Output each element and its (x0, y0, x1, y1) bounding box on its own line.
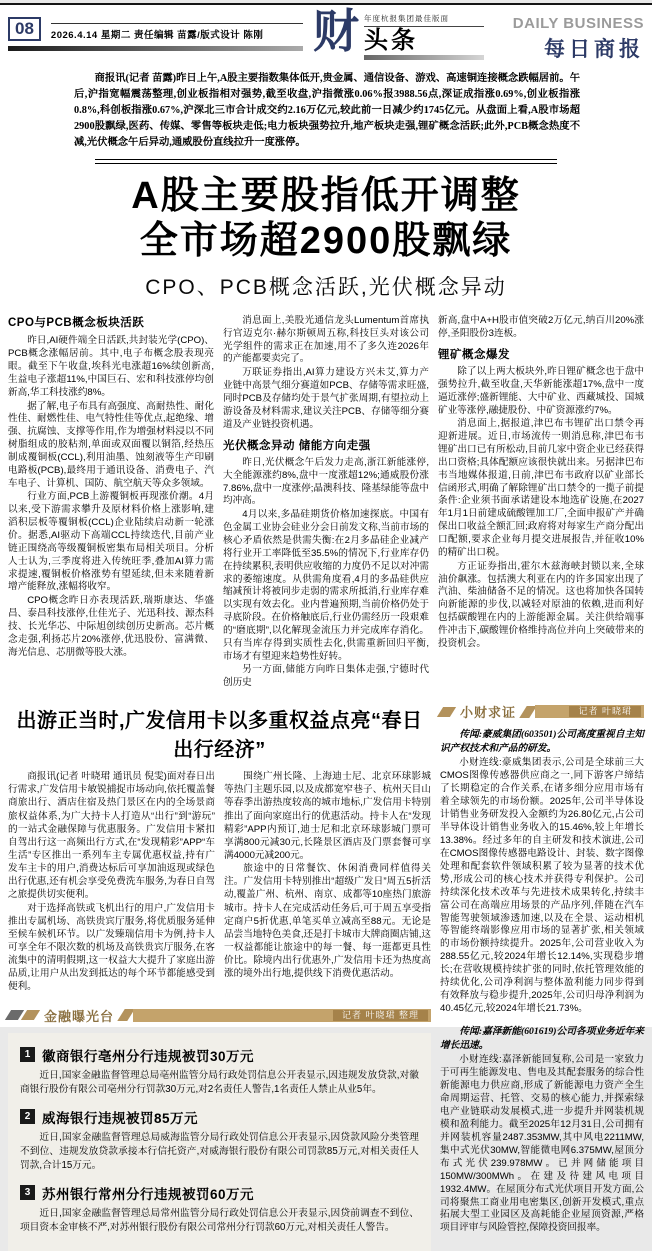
logo-tagline: 年度杭报集团最佳版面 (364, 13, 484, 27)
exposure-item-title: 苏州银行常州分行违规被罚60万元 (42, 1186, 255, 1202)
exposure-item-body: 近日,国家金融监督管理总局威海监管分局行政处罚信息公开表显示,因贷款风险分类管理不到位、违规发放贷款承接本行信托资产,对威海银行股份有限公司罚款85万元,对相关责任人罚款,合计15万元。 (20, 1131, 419, 1171)
exposure-byline: 记者 叶晓珺 整理 (333, 1010, 428, 1021)
masthead-thick-bar (8, 46, 303, 51)
headline-line2: 全市场超2900股飘绿 (139, 220, 513, 263)
exposure-item-body: 近日,国家金融监督管理总局亳州监管分局行政处罚信息公开表显示,因违规发放贷款,对徽商银行股份有限公司亳州分行罚款30万元,对2名责任人警告,1名责任人禁止从业5年。 (20, 1069, 419, 1095)
masthead-english: DAILY BUSINESS (512, 15, 644, 32)
reply-text: 小财连线:豪威集团表示,公司是全球前三大CMOS图像传感器供应商之一,同下游客户缔结了长期稳定的合作关系,在诸多细分应用市场有着全球领先的市场份额。2025年,公司半导体设计销售业务研发投入金额约为26.80亿元,占公司半导体设计销售业务收入的15.46%,较上年增长13.38%。经过多年的自主研发和技术演进,公司在CMOS图像传感器电路设计、封装、数字图像处理和配套软件领域积累了较为显著的技术优势,形成公司的核心技术并获得专利保护。公司持续深化技术改革与先进技术成果转化,持续丰富公司在高端应用场景的产品序列,伴随在汽车智能驾驶领域渗透加速,以及在全景、运动相机等智能终端影像应用市场的显著扩张,相关领域的市场份额持续提升。2025年,公司营业收入为288.55亿元,较2024年增长12.14%,实现稳步增长;在营收规模持续扩张的同时,依托管理效能的持续优化,公司净利润与整体盈利能力同步得到有效释放与稳步提升,2025年,公司归母净利润为40.45亿元,较2024年增长21.73%。 (440, 757, 644, 1015)
market-article (8, 315, 644, 691)
article-paragraph: 除了以上两大板块外,昨日锂矿概念也于盘中强势拉升,截至收盘,天华新能涨超17%,盘中一度逼近涨停;盛新锂能、大中矿业、西藏城投、国城矿业等涨停,融捷股份、中矿资源涨约7%。 (438, 366, 644, 416)
market-column-3 (438, 315, 644, 691)
exposure-item-title: 徽商银行亳州分行违规被罚30万元 (42, 1048, 255, 1064)
exposure-item (20, 1183, 419, 1235)
item-number-badge: 2 (20, 1109, 35, 1124)
article-paragraph: 旅途中的日常餐饮、休闲消费同样值得关注。广发信用卡特别推出“超级广发日”周五5折活动,覆盖广州、杭州、南京、成都等10座热门旅游城市。持卡人在完成活动任务后,可于周五享受指定商户5折优惠,单笔买单立减高至88元。无论是品尝当地特色美食,还是打卡城市大牌商圈店铺,这一权益都能让旅途中的每一餐、每一逛都更具性价比。除境内出行优惠外,广发信用卡还为热度高涨的境外出行地,提供线下消费优惠活动。 (224, 863, 431, 980)
rumor-text: 传闻:豪威集团(603501)公司高度重视自主知识产权技术和产品的研发。 (440, 729, 644, 754)
article-paragraph: CPO概念昨日亦表现活跃,瑞斯康达、华盛昌、泰昌科技涨停,仕佳光子、光迅科技、源杰科技、长光华芯、中际旭创续创历史新高。芯片概念走强,利扬芯片20%涨停,优迅股份、富满微、海光信息、芯朋微等股大涨。 (8, 595, 214, 658)
masthead (8, 6, 644, 61)
article-paragraph: 方正证券指出,霍尔木兹海峡封锁以来,全球油价飙涨。包括澳大利亚在内的许多国家出现了汽油、柴油储备不足的情况。这也将加快各国转向新能源的步伐,以减轻对原油的依赖,进而利好包括碳酸锂在内的上游能源金属。关注供给端事件冲击下,碳酸锂价格维持高位并向上突破带来的投资机会。 (438, 560, 644, 649)
exposure-title: 金融曝光台 (44, 1008, 115, 1024)
main-headline (8, 174, 644, 301)
date-rule (51, 23, 303, 24)
item-number-badge: 1 (20, 1047, 35, 1062)
article-paragraph: 万联证券指出,AI算力建设方兴未艾,算力产业链中高景气细分赛道如PCB、存储等需求旺盛,同时PCB及存储均处于景气扩张周期,有望拉动上游设备及材料需求,建议关注PCB、存储等细分赛道及产业链投资机遇。 (223, 367, 429, 430)
exposure-item (20, 1107, 419, 1173)
lower-left (8, 704, 431, 1251)
verification-byline: 记者 叶晓珺 (569, 706, 641, 717)
masthead-left (8, 9, 303, 51)
article-paragraph: 商报讯(记者 叶晓珺 通讯员 倪雯)面对春日出行需求,广发信用卡敏锐捕捉市场动向,依托覆盖餐商旅出行、酒店住宿及热门景区在内的全场景商旅权益体系,为广大持卡人打造从“出行”到“游玩”的一站式金融保障与优惠服务。广发信用卡紧扣自驾出行这一高频出行方式,在“发现精彩”APP“车生活”专区推出一系列车主专属优惠权益,持有广发车主卡的用户,消费达标后可享加油返现或绿色出行优惠,还有机会享受免费洗车服务,为春日自驾之旅提供切实便利。 (8, 771, 215, 901)
newspaper-page (0, 3, 652, 1234)
exposure-header-bar (8, 1008, 431, 1023)
masthead-chinese: 每日商报 (544, 38, 644, 61)
market-subhead-lithium: 锂矿概念爆发 (438, 348, 510, 361)
section-logo (303, 6, 494, 60)
article-paragraph: 据了解,电子布具有高强度、高耐热性、耐化性佳、耐燃性佳、电气特性佳等优点,起绝缘、增强、抗腐蚀、支撑等作用,作为增强材料浸以不同树脂组成的胶粘剂,单面或双面覆以铜箔,经热压制成覆铜板(CCL),利用油墨、蚀刻液等生产印刷电路板(PCB),最终用于通讯设备、消费电子、汽车电子、计算机、国防、航空航天等众多领域。 (8, 400, 214, 489)
travel-headline: 出游正当时,广发信用卡以多重权益点亮“春日出行经济” (16, 710, 423, 762)
verification-bar (535, 705, 644, 718)
verification-section (440, 704, 644, 1251)
masthead-right (494, 9, 644, 63)
article-paragraph: 另一方面,储能方向昨日集体走强,宁德时代创历史 (223, 664, 429, 689)
article-paragraph: 消息面上,美股光通信龙头Lumentum首席执行官迈克尔·赫尔斯顿周五称,科技巨头对该公司光学组件的需求正在加速,用不了多久连2026年的产能都要卖完了。 (223, 314, 429, 365)
exposure-item-body: 近日,国家金融监督管理总局常州监管分局行政处罚信息公开表显示,因贷前调查不到位、项目资本金审核不严,对苏州银行股份有限公司常州分行罚款60万元,对相关责任人警告。 (20, 1207, 419, 1233)
date-editor-line: 2026.4.14 星期二 责任编辑 苗露/版式设计 陈刚 (50, 30, 264, 41)
market-column-1 (8, 315, 214, 691)
article-paragraph: 昨日,AI硬件端全日活跃,共封装光学(CPO)、PCB概念涨幅居前。其中,电子布概念股表现亮眼。截至下午收盘,埃科光电涨超16%续创新高,生益电子涨超11%,中国巨石、宏和科技涨停均创新高,华工科技涨约8%。 (8, 335, 214, 398)
market-subhead-cpo-pcb: CPO与PCB概念板块活跃 (8, 316, 145, 329)
travel-column-1 (8, 770, 215, 993)
logo-title: 头条 (364, 27, 418, 54)
market-subhead-pv: 光伏概念异动 储能方向走强 (223, 439, 371, 452)
headline-deck: CPO、PCB概念活跃,光伏概念异动 (145, 275, 507, 299)
rumor-text: 传闻:嘉泽新能(601619)公司各项业务近年来增长迅速。 (440, 1026, 644, 1051)
exposure-box (8, 1033, 431, 1251)
verification-title: 小财求证 (460, 705, 517, 721)
article-paragraph: 围绕广州长隆、上海迪士尼、北京环球影城等热门主题乐园,以及成都宽窄巷子、杭州天目山等春季出游热度较高的城市地标,广发信用卡特别推出了面向家庭出行的优惠活动。持卡人在“发现精彩”APP内预订,迪士尼和北京环球影城门票可享满800元减30元,长隆景区酒店及门票套餐可享满4000元减200元。 (224, 771, 431, 861)
logo-underline-bar (364, 55, 484, 60)
headline-line1: A股主要股指低开调整 (131, 174, 521, 217)
article-paragraph: 4月以来,多晶硅期货价格加速探底。中国有色金属工业协会硅业分会日前发文称,当前市场的核心矛盾依然是供需失衡:在2月多晶硅企业减产将行业开工率降低至35.5%的情况下,行业库存仍在持续累积,表明供应收缩的力度仍不足以对冲需求的萎缩速度。从供需角度看,4月的多晶硅供应缩减预计将被同步走弱的需求所抵消,行业库存难以实现有效去化。业内普遍预期,当前价格仍处于寻底阶段。在价格触底后,行业仍需经历一段艰难的“磨底期”,以化解现金流压力并完成库存消化。只有当库存得到实质性去化,供需重新回归平衡,市场才有望迎来趋势性好转。 (223, 509, 429, 662)
chevron-icon (21, 1010, 40, 1020)
travel-column-2 (224, 770, 431, 993)
double-rule (95, 159, 557, 164)
logo-cai-character: 财 (313, 6, 359, 57)
exposure-bar (133, 1009, 431, 1022)
article-paragraph: 消息面上,据报道,津巴布韦锂矿出口禁令再迎新进展。近日,市场流传一则消息称,津巴布韦锂矿出口已有所松动,目前几家中资企业已经获得出口资格;具体配额应该很快就出来。另据津巴布韦当地媒体报道,日前,津巴布韦政府以矿业部长信函形式,明确了解除锂矿出口禁令的一揽子前提条件:企业须书面承诺建设本地选矿设施,在2027年1月1日前建成硫酸锂加工厂,全面申报矿产并确保出口收益全额汇回;政府将对每家生产商分配出口配额,要求企业每月提交进展报告,并征收10%的精矿出口税。 (438, 418, 644, 558)
article-paragraph: 昨日,光伏概念午后发力走高,浙江新能涨停,大全能源涨约8%,盘中一度涨超12%;通威股份涨7.86%,盘中一度涨停;晶澳科技、隆基绿能等盘中均冲高。 (223, 456, 429, 507)
lower-section (8, 704, 644, 1251)
article-paragraph: 行业方面,PCB上游覆铜板再现涨价潮。4月以来,受下游需求攀升及原材料价格上涨影响,建滔积层板等覆铜板(CCL)企业陆续启动新一轮涨价。据悉,AI驱动下高端CCL持续迭代,目前产业链正围绕高等级覆铜板密集布局相关项目。分析人士认为,三季度将进入传统旺季,叠加AI算力需求提速,覆铜板价格涨势有望延续,但未来随着新增产能释放,涨幅将收窄。 (8, 491, 214, 593)
lead-paragraph: 商报讯(记者 苗露)昨日上午,A股主要指数集体低开,贵金属、通信设备、游戏、高速铜连接概念跌幅居前。午后,沪指宽幅震荡整理,创业板指相对强势,截至收盘,沪指微涨0.06%报3988.56点,深证成指涨0.69%,创业板指涨0.8%,科创板指涨0.67%,沪深北三市合计成交约2.16万亿元,较此前一日减少约1745亿元。从盘面上看,A股市场超2900股飘绿,医药、传媒、零售等板块走低;电力板块强势拉升,地产板块走强,锂矿概念活跃;此外,PCB概念热度不减,光伏概念午后异动,通威股份直线拉升一度涨停。 (74, 73, 580, 148)
exposure-item-title: 威海银行违规被罚85万元 (42, 1110, 199, 1126)
article-paragraph: 对于选择高铁或飞机出行的用户,广发信用卡推出专属机场、高铁贵宾厅服务,将优质服务延伸至候车候机环节。以广发臻瑞信用卡为例,持卡人可享全年不限次数的机场及高铁贵宾厅服务,在客流集中的清明假期,这一权益大大提升了家庭出游品质,让用户从出发到抵达的每个环节都能感受到便利。 (8, 902, 215, 993)
reply-text: 小财连线:嘉泽新能回复称,公司是一家致力于可再生能源发电、售电及其配套服务的综合性新能源电力供应商,形成了新能源电力资产全生命周期运营、托管、交易的核心能力,并探索绿电产业链联动发展模式,进一步提升并网装机规模和盈利能力。截至2025年12月31日,公司拥有并网装机容量2487.353MW,其中风电2211MW,集中式光伏30MW,智能微电网6.375MW,屋顶分布式光伏239.978MW。已并网储能项目150MW/300MWh。在建及待建风电项目1932.4MW。在屋顶分布式光伏项目开发方面,公司将聚焦工商业用电密集区,创新开发模式,重点拓展大型工业园区及高耗能企业屋顶资源,严格项目评审与风险管控,保障投资回报率。 (440, 1054, 644, 1234)
chevron-icon (437, 707, 456, 717)
item-number-badge: 3 (20, 1185, 35, 1200)
market-column-2 (223, 315, 429, 691)
exposure-item (20, 1045, 419, 1097)
article-paragraph-continuation: 新高,盘中A+H股市值突破2万亿元,纳百川20%涨停,圣阳股份3连板。 (438, 314, 644, 339)
page-number: 08 (8, 17, 41, 41)
travel-article (8, 770, 431, 993)
verification-header-bar (440, 704, 644, 719)
top-rule (0, 3, 652, 5)
